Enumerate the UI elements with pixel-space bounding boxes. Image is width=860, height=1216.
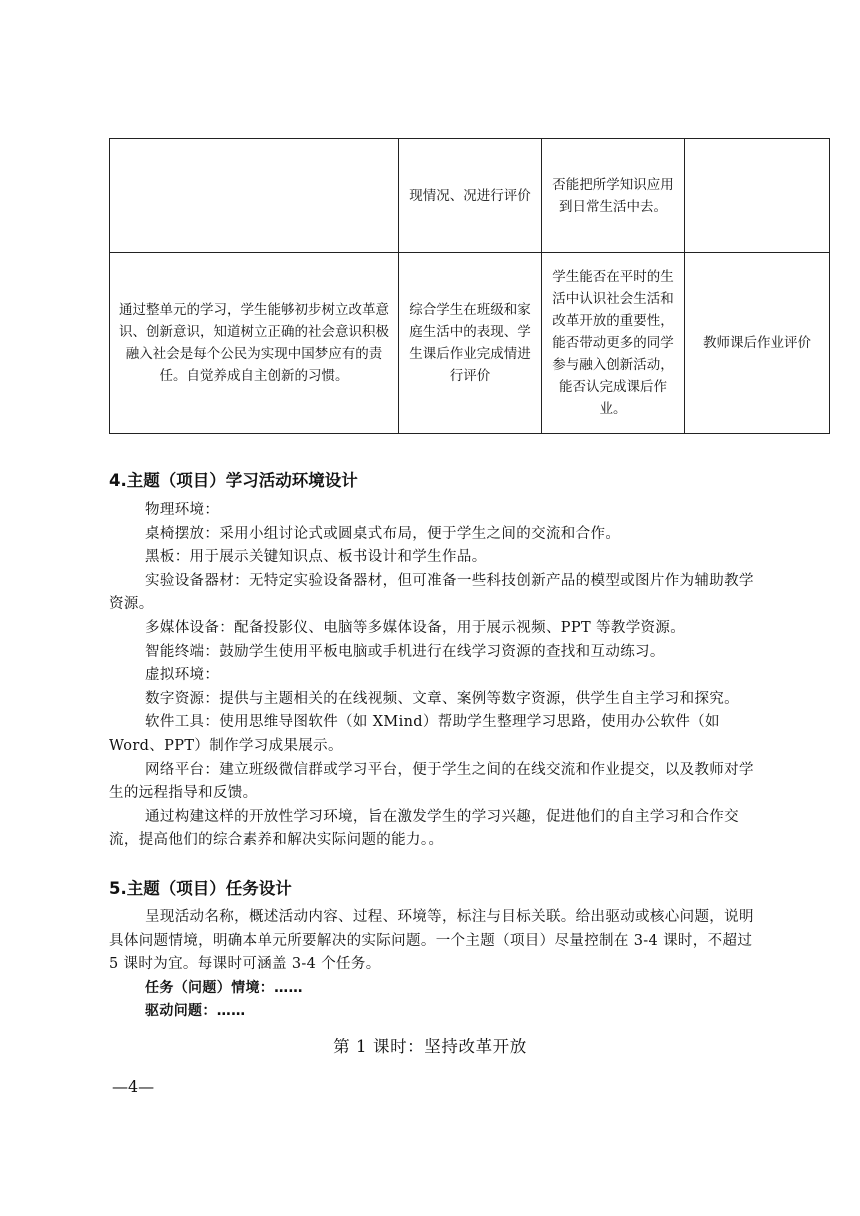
table-row — [110, 139, 830, 253]
lesson-title: 第 1 课时：坚持改革开放 — [333, 1037, 527, 1056]
task-design-body — [109, 906, 759, 1024]
paragraph: 软件工具：使用思维导图软件（如 XMind）帮助学生整理学习思路，使用办公软件（如 Word、PPT）制作学习成果展示。 — [109, 714, 720, 754]
task-context-label: 任务（问题）情境：…… — [145, 979, 303, 996]
paragraph: 虚拟环境： — [145, 667, 220, 684]
paragraph: 智能终端：鼓励学生使用平板电脑或手机进行在线学习资源的查找和互动练习。 — [145, 643, 665, 660]
table-cell-method: 现情况、况进行评价 — [399, 139, 542, 253]
environment-body — [109, 499, 759, 853]
table-cell-goal: 通过整单元的学习，学生能够初步树立改革意识、创新意识，知道树立正确的社会意识积极融入社会是每个公民为实现中国梦应有的责任。自觉养成自主创新的习惯。 — [110, 253, 399, 434]
table-cell-evaluator — [685, 139, 830, 253]
paragraph: 数字资源：提供与主题相关的在线视频、文章、案例等数字资源，供学生自主学习和探究。 — [145, 690, 739, 707]
paragraph: 桌椅摆放：采用小组讨论式或圆桌式布局，便于学生之间的交流和合作。 — [145, 525, 621, 542]
paragraph: 网络平台：建立班级微信群或学习平台，便于学生之间的在线交流和作业提交，以及教师对学生的远程指导和反馈。 — [109, 761, 754, 802]
paragraph: 多媒体设备：配备投影仪、电脑等多媒体设备，用于展示视频、PPT 等教学资源。 — [145, 619, 686, 636]
page-number: —4— — [112, 1077, 155, 1096]
paragraph: 实验设备器材：无特定实验设备器材，但可准备一些科技创新产品的模型或图片作为辅助教学资源。 — [109, 572, 754, 613]
table-cell-criteria: 否能把所学知识应用到日常生活中去。 — [542, 139, 685, 253]
paragraph: 通过构建这样的开放性学习环境，旨在激发学生的学习兴趣，促进他们的自主学习和合作交流，提高他们的综合素养和解决实际问题的能力。。 — [109, 808, 739, 849]
table-cell-goal — [110, 139, 399, 253]
drive-question-label: 驱动问题：…… — [145, 1003, 246, 1020]
section-heading-environment: 4.主题（项目）学习活动环境设计 — [109, 471, 358, 490]
table-cell-criteria: 学生能否在平时的生活中认识社会生活和改革开放的重要性，能否带动更多的同学参与融入创新活动，能否认完成课后作业。 — [542, 253, 685, 434]
paragraph: 黑板：用于展示关键知识点、板书设计和学生作品。 — [145, 549, 487, 566]
section-heading-task-design: 5.主题（项目）任务设计 — [109, 879, 292, 898]
table-cell-evaluator: 教师课后作业评价 — [685, 253, 830, 434]
table-row — [110, 253, 830, 434]
paragraph: 呈现活动名称，概述活动内容、过程、环境等，标注与目标关联。给出驱动或核心问题，说明具体问题情境，明确本单元所要解决的实际问题。一个主题（项目）尽量控制在 3-4 课时，不超过 5 课时为宜。每课时可涵盖 3-4 个任务。 — [109, 909, 754, 973]
table-cell-method: 综合学生在班级和家庭生活中的表现、学生课后作业完成情进行评价 — [399, 253, 542, 434]
paragraph: 物理环境： — [145, 502, 220, 518]
evaluation-table — [109, 138, 830, 434]
